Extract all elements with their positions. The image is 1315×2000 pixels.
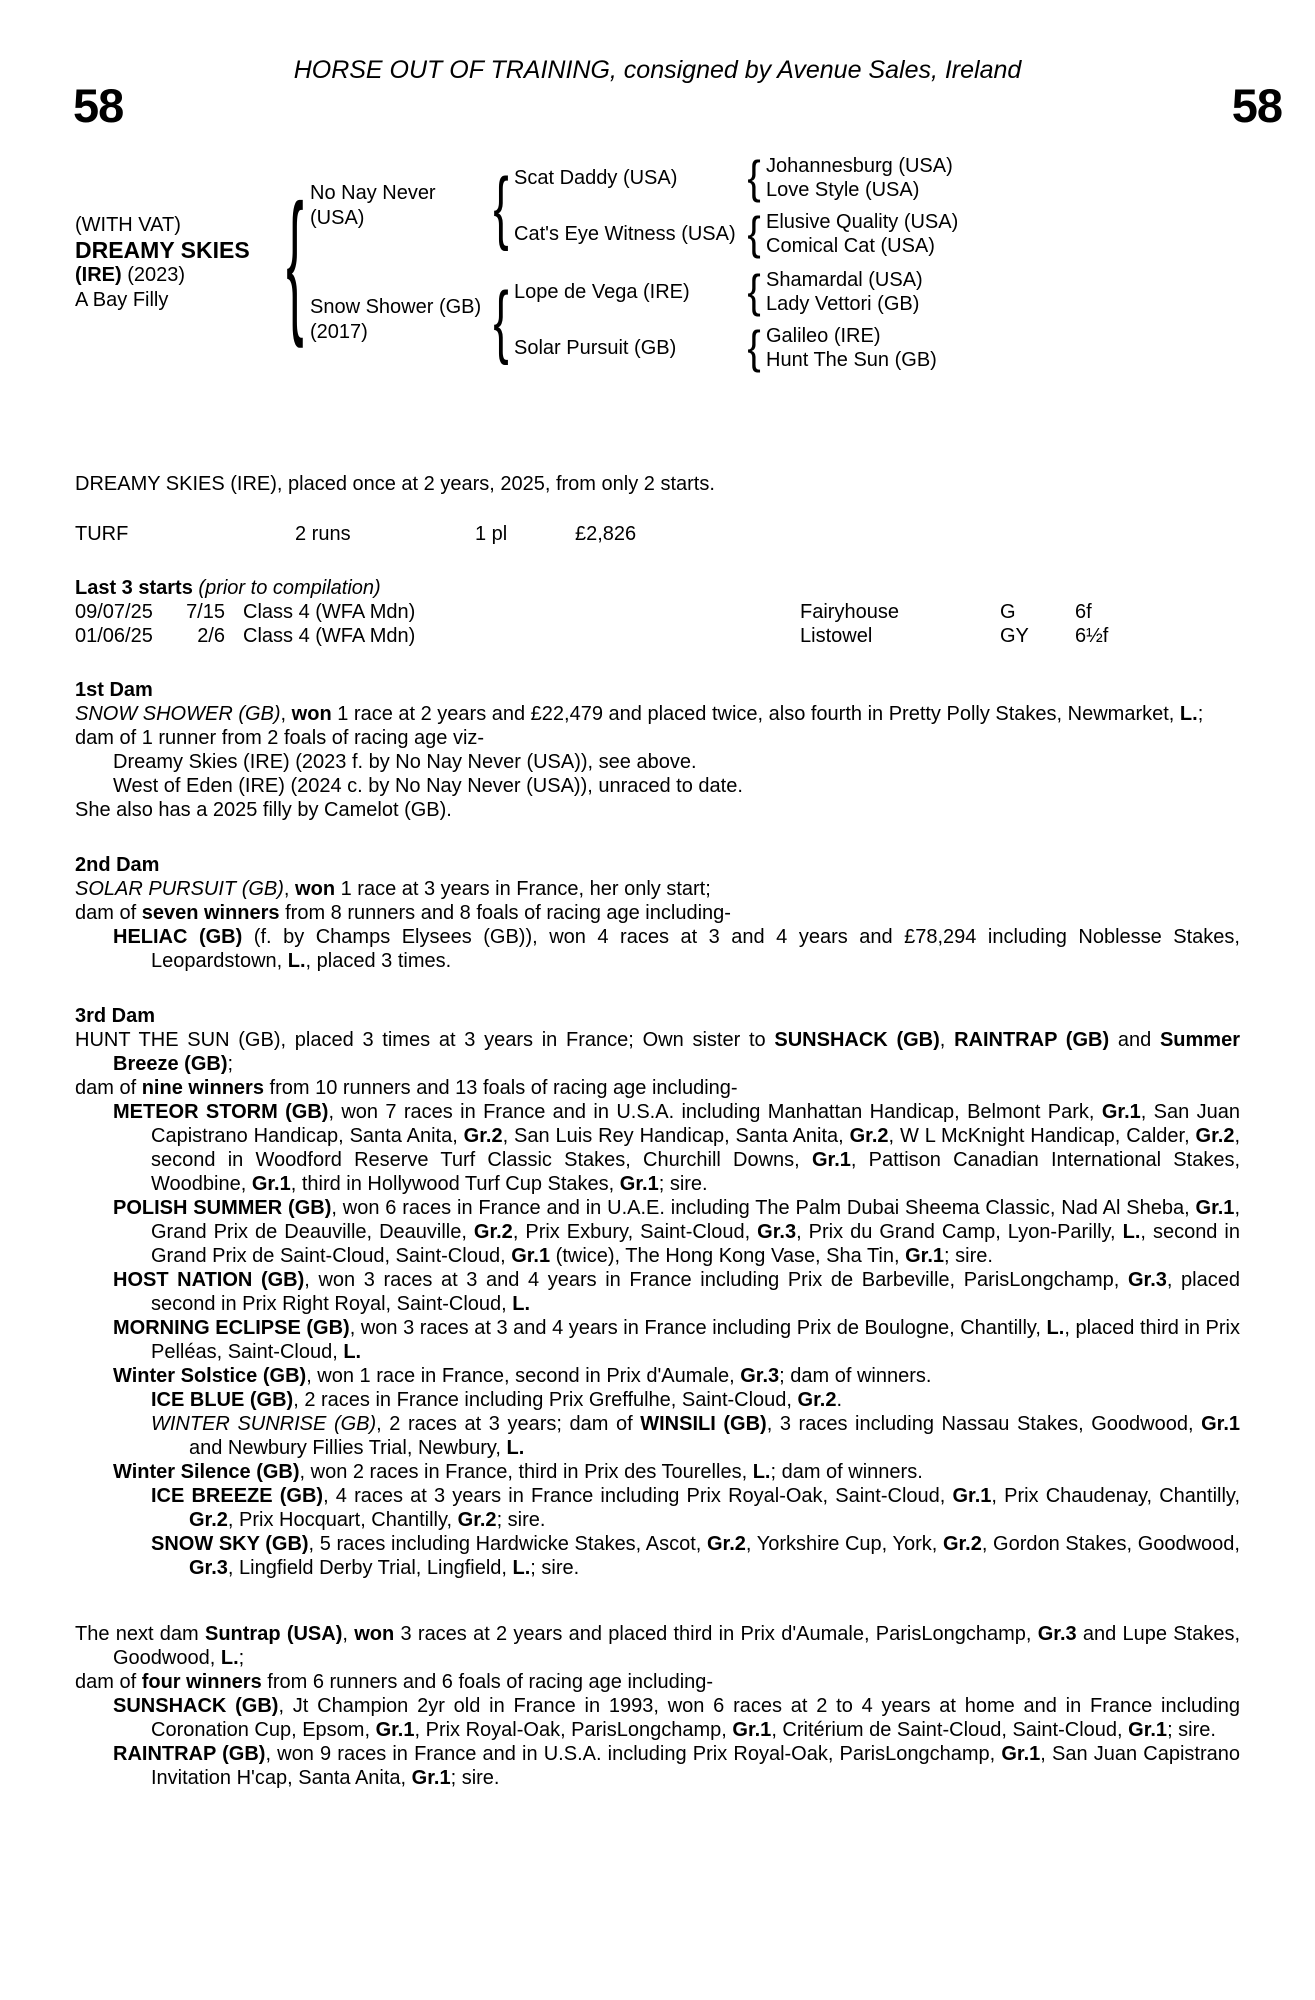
start-date: 01/06/25 bbox=[75, 625, 153, 647]
pedigree-paragraph: dam of seven winners from 8 runners and 8 foals of racing age including- bbox=[75, 902, 731, 924]
dam-name-block bbox=[310, 295, 488, 345]
horse-description: A Bay Filly bbox=[75, 289, 169, 311]
pedigree-paragraph: Winter Silence (GB), won 2 races in France, third in Prix des Tourelles, L.; dam of winners. bbox=[113, 1461, 923, 1483]
stat-surface: TURF bbox=[75, 523, 129, 545]
start-race: Class 4 (WFA Mdn) bbox=[243, 601, 416, 623]
start-going: GY bbox=[1000, 625, 1029, 647]
pedigree-paragraph: METEOR STORM (GB), won 7 races in France and in U.S.A. including Manhattan Handicap, Belmont Park, Gr.1, San Juan Capistrano Handicap, Santa Anita, Gr.2, San Luis Rey Handicap, Santa Anita, Gr.2, W L McKnight Handicap, Calder, Gr.2, second in Woodford Reserve Turf Classic Stakes, Churchill Downs, Gr.1, Pattison Canadian International Stakes, Woodbine, Gr.1, third in Hollywood Turf Cup Stakes, Gr.1; sire. bbox=[113, 1101, 1241, 1195]
vat-note: (WITH VAT) bbox=[75, 214, 181, 236]
ancestor-name: Comical Cat (USA) bbox=[766, 235, 935, 257]
last-starts-subtitle: (prior to compilation) bbox=[198, 577, 381, 599]
dam-year: (2017) bbox=[310, 321, 368, 343]
dam-section bbox=[75, 853, 1240, 973]
race-start-row bbox=[75, 600, 1240, 624]
sire-dam-brace: { bbox=[747, 208, 761, 260]
lot-number-left: 58 bbox=[73, 79, 124, 132]
pedigree-paragraph: The next dam Suntrap (USA), won 3 races at 2 years and placed third in Prix d'Aumale, ParisLongchamp, Gr.3 and Lupe Stakes, Goodwood, L.; bbox=[75, 1623, 1241, 1669]
last-starts-rows bbox=[75, 600, 1240, 648]
generation-2 bbox=[310, 154, 958, 372]
dam-brace: { bbox=[493, 274, 509, 366]
pedigree-paragraph: dam of four winners from 6 runners and 6 foals of racing age including- bbox=[75, 1671, 714, 1693]
stat-places: 1 pl bbox=[475, 523, 508, 545]
sire-sire-name: Scat Daddy (USA) bbox=[514, 166, 678, 189]
pedigree-paragraph: dam of nine winners from 10 runners and 13 foals of racing age including- bbox=[75, 1077, 738, 1099]
ancestor-name: Elusive Quality (USA) bbox=[766, 211, 959, 233]
section-heading: 3rd Dam bbox=[75, 1005, 156, 1027]
start-dist: 6½f bbox=[1075, 625, 1109, 647]
stat-earnings: £2,826 bbox=[575, 523, 637, 545]
pedigree-brace-main: { bbox=[286, 174, 304, 352]
section-heading: 1st Dam bbox=[75, 679, 153, 701]
section-heading: 2nd Dam bbox=[75, 854, 160, 876]
horse-suffix-year bbox=[75, 263, 280, 288]
ancestor-name: Hunt The Sun (GB) bbox=[766, 349, 937, 371]
pedigree-paragraph: Dreamy Skies (IRE) (2023 f. by No Nay Never (USA)), see above. bbox=[113, 751, 697, 773]
race-summary: DREAMY SKIES (IRE), placed once at 2 years, 2025, from only 2 starts. bbox=[75, 473, 715, 495]
horse-year: (2023) bbox=[127, 264, 186, 286]
dam-sire-brace: { bbox=[747, 266, 761, 318]
start-pos: 2/6 bbox=[197, 625, 225, 647]
consignor-title: HORSE OUT OF TRAINING, consigned by Avenue Sales, Ireland bbox=[293, 56, 1022, 84]
lot-number-right: 58 bbox=[1231, 79, 1282, 132]
dam-parents bbox=[514, 268, 937, 372]
horse-suffix: (IRE) bbox=[75, 264, 122, 286]
pedigree-paragraph: MORNING ECLIPSE (GB), won 3 races at 3 and 4 years in France including Prix de Boulogne, Chantilly, L., placed third in Prix Pelléas, Saint-Cloud, L. bbox=[113, 1317, 1241, 1363]
start-course: Fairyhouse bbox=[800, 601, 899, 623]
dam-name: Snow Shower (GB) bbox=[310, 296, 482, 318]
dam-sire-parents bbox=[766, 269, 923, 315]
dam-section bbox=[75, 1004, 1240, 1580]
sire-name: No Nay Never (USA) bbox=[310, 182, 436, 229]
dam-sire-name: Lope de Vega (IRE) bbox=[514, 280, 690, 303]
pedigree-paragraph: She also has a 2025 filly by Camelot (GB). bbox=[75, 799, 452, 821]
ancestor-name: Shamardal (USA) bbox=[766, 269, 923, 291]
start-race: Class 4 (WFA Mdn) bbox=[243, 625, 416, 647]
sire-sire-parents bbox=[766, 155, 953, 201]
race-start-row bbox=[75, 624, 1240, 648]
pedigree-paragraph: RAINTRAP (GB), won 9 races in France and in U.S.A. including Prix Royal-Oak, ParisLongchamp, Gr.1, San Juan Capistrano Invitation H'cap, Santa Anita, Gr.1; sire. bbox=[113, 1743, 1240, 1789]
pedigree-paragraph: HELIAC (GB) (f. by Champs Elysees (GB)), won 4 races at 3 and 4 years and £78,294 including Noblesse Stakes, Leopardstown, L., placed 3 times. bbox=[113, 926, 1240, 972]
last-starts-block bbox=[75, 576, 1240, 648]
dam-dam-name: Solar Pursuit (GB) bbox=[514, 336, 677, 359]
pedigree-paragraph: Winter Solstice (GB), won 1 race in France, second in Prix d'Aumale, Gr.3; dam of winners. bbox=[113, 1365, 932, 1387]
pedigree-paragraph: SOLAR PURSUIT (GB), won 1 race at 3 years in France, her only start; bbox=[75, 878, 711, 900]
dam-dam-branch bbox=[514, 324, 937, 372]
pedigree-table bbox=[75, 154, 1240, 372]
pedigree-paragraph: SNOW SHOWER (GB), won 1 race at 2 years and £22,479 and placed twice, also fourth in Pretty Polly Stakes, Newmarket, L.; bbox=[75, 703, 1204, 725]
race-stats-row bbox=[75, 522, 1240, 546]
pedigree-paragraph: West of Eden (IRE) (2024 c. by No Nay Never (USA)), unraced to date. bbox=[113, 775, 743, 797]
dam-dam-parents bbox=[766, 325, 937, 371]
dam-sire-branch bbox=[514, 268, 937, 316]
dam-section bbox=[75, 1622, 1240, 1790]
sire-parents bbox=[514, 154, 958, 258]
sire-dam-name: Cat's Eye Witness (USA) bbox=[514, 222, 736, 245]
dam-section bbox=[75, 678, 1240, 822]
pedigree-paragraph: POLISH SUMMER (GB), won 6 races in France and in U.A.E. including The Palm Dubai Sheema Classic, Nad Al Sheba, Gr.1, Grand Prix de Deauville, Deauville, Gr.2, Prix Exbury, Saint-Cloud, Gr.3, Prix du Grand Camp, Lyon-Parilly, L., second in Grand Prix de Saint-Cloud, Saint-Cloud, Gr.1 (twice), The Hong Kong Vase, Sha Tin, Gr.1; sire. bbox=[113, 1197, 1240, 1267]
lot-number-row bbox=[73, 79, 1282, 132]
start-going: G bbox=[1000, 601, 1016, 623]
start-dist: 6f bbox=[1075, 601, 1092, 623]
start-date: 09/07/25 bbox=[75, 601, 153, 623]
pedigree-paragraph: SUNSHACK (GB), Jt Champion 2yr old in France in 1993, won 6 races at 2 to 4 years at home and in France including Coronation Cup, Epsom, Gr.1, Prix Royal-Oak, ParisLongchamp, Gr.1, Critérium de Saint-Cloud, Saint-Cloud, Gr.1; sire. bbox=[113, 1695, 1240, 1741]
pedigree-paragraph: dam of 1 runner from 2 foals of racing age viz- bbox=[75, 727, 485, 749]
sire-sire-branch bbox=[514, 154, 958, 202]
sire-brace: { bbox=[493, 160, 509, 252]
ancestor-name: Johannesburg (USA) bbox=[766, 155, 953, 177]
pedigree-paragraph: ICE BREEZE (GB), 4 races at 3 years in France including Prix Royal-Oak, Saint-Cloud, Gr.1, Prix Chaudenay, Chantilly, Gr.2, Prix Hocquart, Chantilly, Gr.2; sire. bbox=[151, 1485, 1241, 1531]
sire-dam-parents bbox=[766, 211, 958, 257]
ancestor-name: Love Style (USA) bbox=[766, 179, 920, 201]
sire-branch bbox=[310, 154, 958, 258]
sire-sire-brace: { bbox=[747, 152, 761, 204]
pedigree-paragraph: SNOW SKY (GB), 5 races including Hardwicke Stakes, Ascot, Gr.2, Yorkshire Cup, York, Gr.2, Gordon Stakes, Goodwood, Gr.3, Lingfield Derby Trial, Lingfield, L.; sire. bbox=[151, 1533, 1240, 1579]
pedigree-paragraph: ICE BLUE (GB), 2 races in France including Prix Greffulhe, Saint-Cloud, Gr.2. bbox=[151, 1389, 843, 1411]
dam-branch bbox=[310, 268, 958, 372]
last-starts-title: Last 3 starts bbox=[75, 577, 193, 599]
ancestor-name: Lady Vettori (GB) bbox=[766, 293, 920, 315]
start-pos: 7/15 bbox=[186, 601, 225, 623]
dam-dam-brace: { bbox=[747, 322, 761, 374]
last-starts-heading bbox=[75, 576, 1240, 600]
stat-runs: 2 runs bbox=[295, 523, 351, 545]
horse-name: DREAMY SKIES bbox=[75, 237, 250, 263]
horse-details bbox=[75, 213, 280, 313]
sire-dam-branch bbox=[514, 210, 958, 258]
ancestor-name: Galileo (IRE) bbox=[766, 325, 881, 347]
start-course: Listowel bbox=[800, 625, 873, 647]
pedigree-paragraph: HUNT THE SUN (GB), placed 3 times at 3 years in France; Own sister to SUNSHACK (GB), RAINTRAP (GB) and Summer Breeze (GB); bbox=[75, 1029, 1240, 1075]
dam-sections bbox=[75, 678, 1240, 1790]
pedigree-paragraph: HOST NATION (GB), won 3 races at 3 and 4 years in France including Prix de Barbeville, ParisLongchamp, Gr.3, placed second in Prix Right Royal, Saint-Cloud, L. bbox=[113, 1269, 1240, 1315]
pedigree-paragraph: WINTER SUNRISE (GB), 2 races at 3 years; dam of WINSILI (GB), 3 races including Nassau Stakes, Goodwood, Gr.1 and Newbury Fillies Trial, Newbury, L. bbox=[151, 1413, 1241, 1459]
